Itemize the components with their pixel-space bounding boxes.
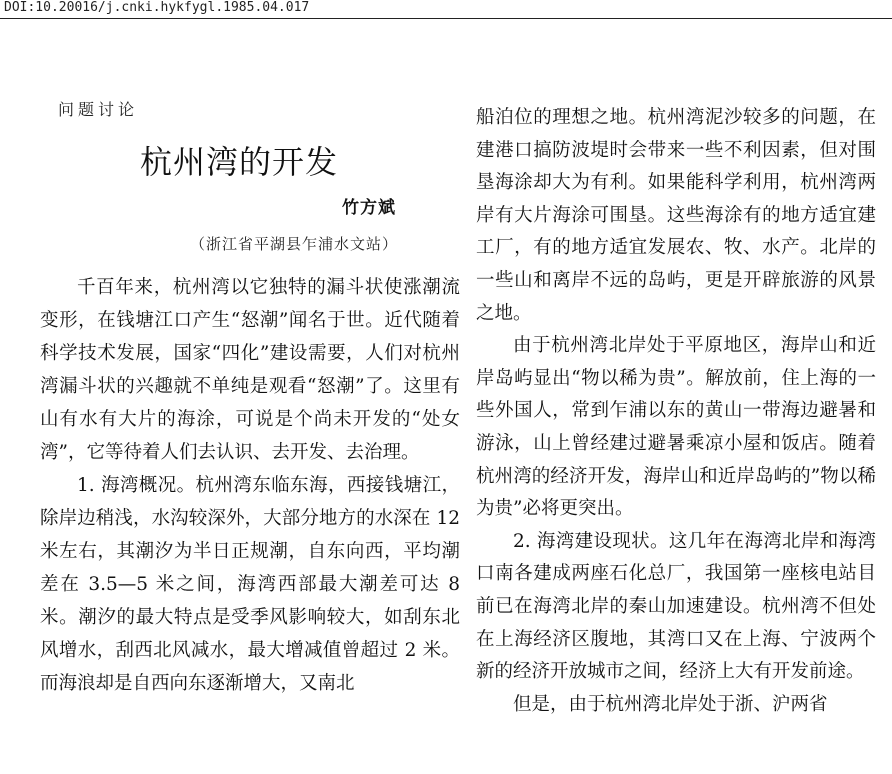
doi-header: DOI:10.20016/j.cnki.hykfygl.1985.04.017 [4, 0, 310, 15]
author-affiliation: （浙江省平湖县乍浦水文站） [190, 235, 399, 253]
paragraph-continued: 船泊位的理想之地。杭州湾泥沙较多的问题，在建港口搞防波堤时会带来一些不利因素，但对围垦海涂却大为有利。如果能科学利用，杭州湾两岸有大片海涂可围垦。这些海涂有的地方适宜建工厂，有的地方适宜发展农、牧、水产。北岸的一些山和离岸不远的岛屿，更是开辟旅游的风景之地。 [476, 107, 876, 324]
section-label: 问题讨论 [58, 100, 139, 119]
header-rule [0, 18, 892, 19]
left-column [40, 100, 460, 700]
paragraph-however: 但是，由于杭州湾北岸处于浙、沪两省 [513, 693, 828, 715]
left-paragraphs [40, 271, 460, 700]
paragraph-intro: 千百年来，杭州湾以它独特的漏斗状使涨潮流变形，在钱塘江口产生“怒潮”闻名于世。近代随着科学技术发展，国家“四化”建设需要，人们对杭州湾漏斗状的兴趣就不单纯是观看“怒潮”了。这里有山有水有大片的海涂，可说是个尚未开发的“处女湾”，它等待着人们去认识、去开发、去治理。 [40, 277, 460, 463]
author-name: 竹方斌 [342, 198, 396, 218]
paragraph-construction-status: 2. 海湾建设现状。这几年在海湾北岸和海湾口南各建成两座石化总厂，我国第一座核电站目前已在海湾北岸的秦山加速建设。杭州湾不但处在上海经济区腹地，其湾口又在上海、宁波两个新的经济开放城市之间，经济上大有开发前途。 [476, 530, 876, 683]
article-title: 杭州湾的开发 [140, 143, 339, 181]
paragraph-coastal-hills: 由于杭州湾北岸处于平原地区，海岸山和近岸岛屿显出“物以稀为贵”。解放前，住上海的一些外国人，常到乍浦以东的黄山一带海边避暑和游泳，山上曾经建过避暑乘凉小屋和饭店。随着杭州湾的经济开发，海岸山和近岸岛屿的”物以稀为贵”必将更突出。 [476, 335, 876, 520]
paragraph-bay-overview: 1. 海湾概况。杭州湾东临东海，西接钱塘江，除岸边稍浅，水沟较深外，大部分地方的水深在 12 米左右，其潮汐为半日正规潮，自东向西，平均潮差在 3.5—5 米之间，海湾西部最大潮差可达 8 米。潮汐的最大特点是受季风影响较大，如刮东北风增水，刮西北风减水，最大增减值曾超过 2 米。而海浪却是自西向东逐渐增大，又南北 [40, 475, 460, 694]
right-column [476, 102, 876, 721]
